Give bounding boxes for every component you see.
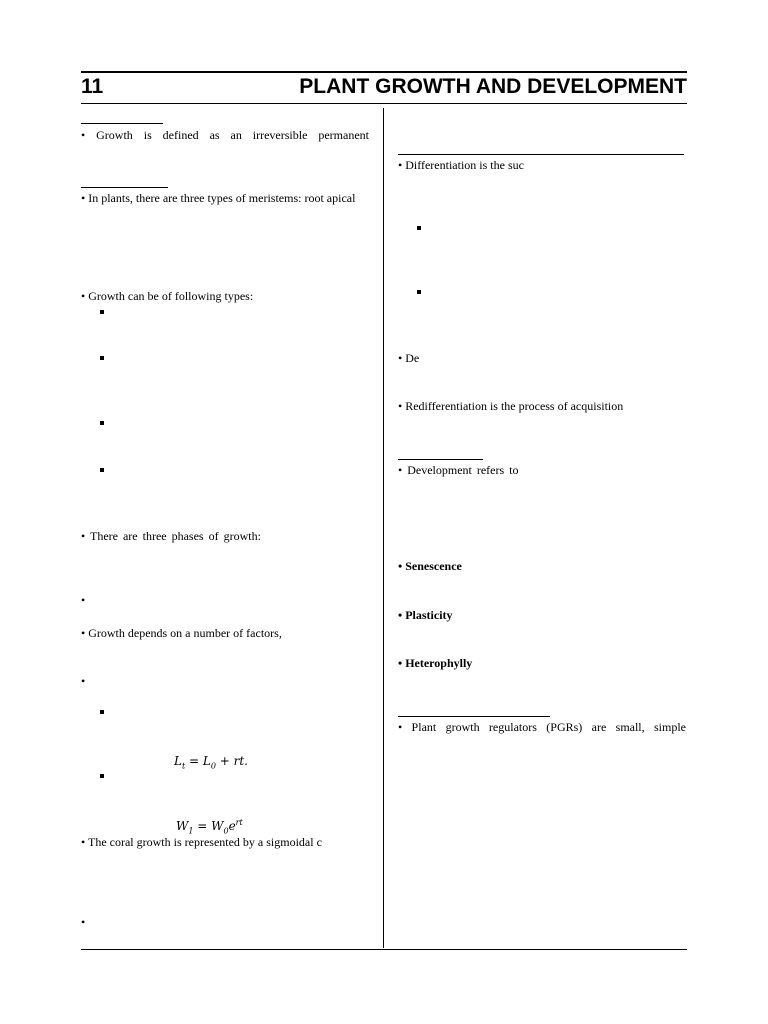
header-top-rule xyxy=(81,71,687,73)
plasticity-term: • Plasticity xyxy=(398,608,453,622)
differentiation-text: • Differentiation is the suc xyxy=(398,158,524,172)
column-divider xyxy=(383,108,384,948)
arithmetic-growth-formula xyxy=(174,754,248,770)
formula-superscript: rt xyxy=(235,818,243,827)
formula-operator: = xyxy=(185,754,203,768)
meristems-text: • In plants, there are three types of meristems: root apical xyxy=(81,191,356,205)
growth-types-text: • Growth can be of following types: xyxy=(81,289,254,303)
heading-underline xyxy=(398,459,483,460)
heading-underline xyxy=(81,123,163,124)
list-bullet xyxy=(100,310,104,314)
heterophylly-term: • Heterophylly xyxy=(398,656,473,670)
bullet: • xyxy=(81,915,86,929)
heading-underline xyxy=(398,154,684,155)
redifferentiation-text: • Redifferentiation is the process of acquisition xyxy=(398,399,624,413)
formula-symbol: L xyxy=(174,754,182,768)
senescence-term: • Senescence xyxy=(398,559,462,573)
coral-growth-text: • The coral growth is represented by a sigmoidal c xyxy=(81,835,322,849)
de-text: • De xyxy=(398,351,420,365)
formula-subscript: t xyxy=(181,761,186,771)
formula-subscript: 0 xyxy=(223,826,229,836)
growth-definition-text: • Growth is defined as an irreversible permanent xyxy=(81,128,369,142)
list-bullet xyxy=(100,356,104,360)
list-bullet xyxy=(417,226,421,230)
footer-rule xyxy=(81,949,687,950)
chapter-title: PLANT GROWTH AND DEVELOPMENT xyxy=(299,75,687,98)
list-bullet xyxy=(417,290,421,294)
factors-text: • Growth depends on a number of factors, xyxy=(81,626,282,640)
formula-tail: + rt. xyxy=(215,754,248,768)
formula-symbol: W xyxy=(176,819,189,833)
development-text: • Development refers to xyxy=(398,463,519,477)
formula-operator: = xyxy=(193,819,212,833)
formula-subscript: 0 xyxy=(210,761,216,771)
list-bullet xyxy=(100,710,104,714)
formula-symbol: W xyxy=(211,819,224,833)
formula-symbol: e xyxy=(228,819,236,833)
heading-underline xyxy=(81,187,168,188)
list-bullet xyxy=(100,468,104,472)
chapter-number: 11 xyxy=(81,75,104,98)
heading-underline xyxy=(398,716,550,717)
phases-text: • There are three phases of growth: xyxy=(81,529,261,543)
formula-subscript: 1 xyxy=(188,826,194,836)
geometric-growth-formula xyxy=(176,818,243,835)
bullet: • xyxy=(81,593,86,607)
formula-symbol: L xyxy=(202,754,211,768)
bullet: • xyxy=(81,674,86,688)
list-bullet xyxy=(100,774,104,778)
list-bullet xyxy=(100,421,104,425)
header-bottom-rule xyxy=(81,103,687,104)
pgr-text: • Plant growth regulators (PGRs) are small, simple xyxy=(398,720,686,734)
